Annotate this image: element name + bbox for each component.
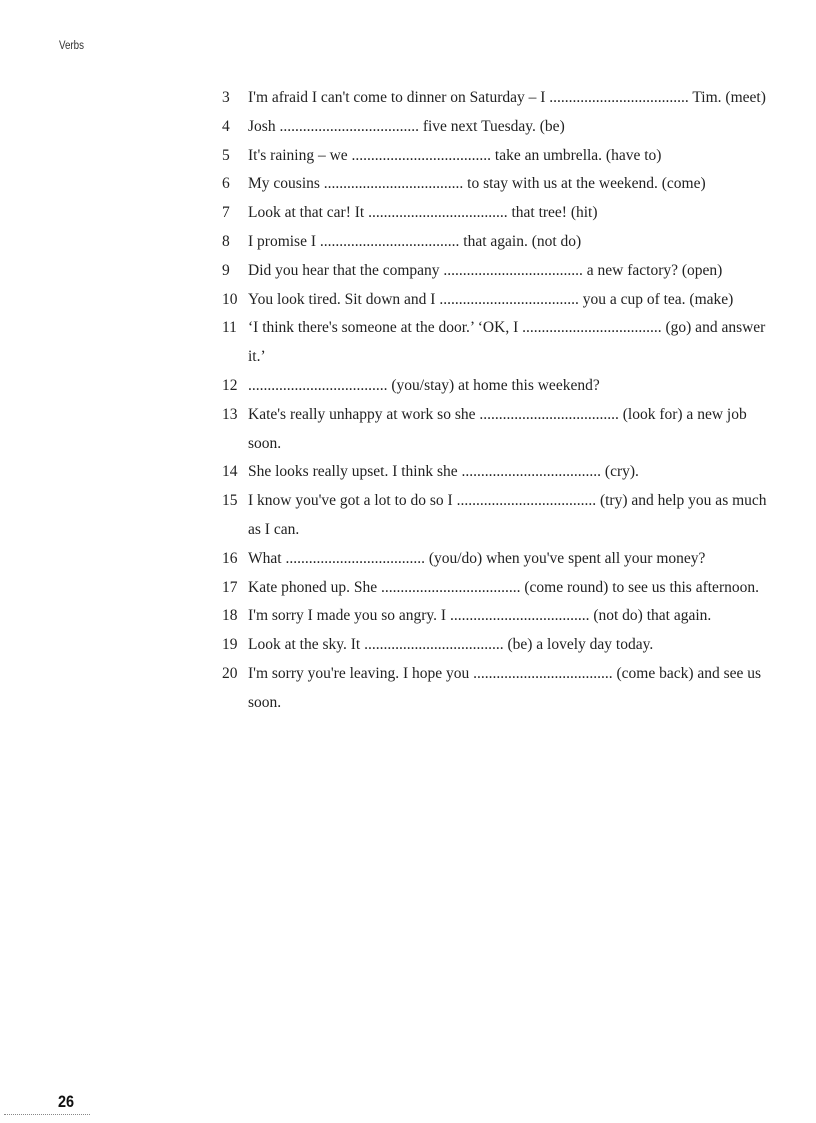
item-number: 4	[222, 117, 230, 135]
item-number: 8	[222, 232, 230, 250]
item-text: What .................................... (you/do) when you've spent all your money?	[248, 549, 706, 567]
item-text: Kate phoned up. She .................................... (come round) to see us this afternoon.	[248, 578, 759, 596]
exercise-item	[222, 401, 772, 459]
item-text: Kate's really unhappy at work so she .................................... (look for) a new job soon.	[248, 405, 747, 452]
exercise-item	[222, 257, 772, 286]
exercise-item	[222, 84, 772, 113]
item-number: 7	[222, 204, 230, 222]
item-number: 11	[222, 319, 237, 337]
item-number: 10	[222, 290, 238, 308]
item-number: 17	[222, 578, 238, 596]
exercise-item	[222, 631, 772, 660]
item-text: I promise I .................................... that again. (not do)	[248, 232, 582, 250]
exercise-item	[222, 170, 772, 199]
item-text: You look tired. Sit down and I .................................... you a cup of tea. (make)	[248, 290, 734, 308]
item-number: 3	[222, 89, 230, 106]
exercise-item	[222, 142, 772, 171]
item-number: 13	[222, 405, 238, 423]
item-number: 15	[222, 492, 238, 510]
exercise-item	[222, 286, 772, 315]
item-text: My cousins .................................... to stay with us at the weekend. (come)	[248, 175, 706, 193]
item-number: 16	[222, 549, 238, 567]
item-text: I'm sorry you're leaving. I hope you .................................... (come back) and see us soon.	[248, 664, 762, 711]
exercise-item	[222, 545, 772, 574]
item-text: I'm sorry I made you so angry. I .................................... (not do) that again.	[248, 607, 712, 625]
exercise-item	[222, 199, 772, 228]
exercise-item	[222, 602, 772, 631]
exercise-item	[222, 372, 772, 401]
item-number: 19	[222, 636, 238, 654]
item-number: 18	[222, 607, 238, 625]
item-text: ‘I think there's someone at the door.’ ‘OK, I .................................... (go) and answer it.’	[248, 319, 766, 366]
exercise-item	[222, 228, 772, 257]
section-label: Verbs	[59, 40, 85, 52]
exercise-item	[222, 660, 772, 718]
item-text: Look at the sky. It .................................... (be) a lovely day today.	[248, 636, 654, 654]
item-text: It's raining – we .................................... take an umbrella. (have to)	[248, 146, 662, 164]
item-text: Look at that car! It .................................... that tree! (hit)	[248, 204, 598, 222]
item-text: Josh .................................... five next Tuesday. (be)	[248, 117, 565, 135]
footer-divider	[4, 1114, 90, 1115]
exercise-item	[222, 574, 772, 603]
item-number: 12	[222, 376, 238, 394]
item-number: 20	[222, 664, 238, 682]
item-number: 5	[222, 146, 230, 164]
exercise-item	[222, 314, 772, 372]
item-number: 6	[222, 175, 230, 193]
item-text: Did you hear that the company .................................... a new factory? (open)	[248, 261, 723, 279]
exercise-list	[222, 84, 772, 718]
item-text: She looks really upset. I think she .................................... (cry).	[248, 463, 639, 481]
item-text: I'm afraid I can't come to dinner on Saturday – I .................................... Tim. (meet)	[248, 89, 766, 106]
exercise-item	[222, 487, 772, 545]
exercise-item	[222, 113, 772, 142]
item-text: I know you've got a lot to do so I .................................... (try) and help you as much as I can.	[248, 492, 767, 538]
item-number: 9	[222, 261, 230, 279]
item-text: .................................... (you/stay) at home this weekend?	[248, 376, 600, 394]
item-number: 14	[222, 463, 238, 481]
exercise-item	[222, 458, 772, 487]
page-number: 26	[58, 1092, 75, 1111]
